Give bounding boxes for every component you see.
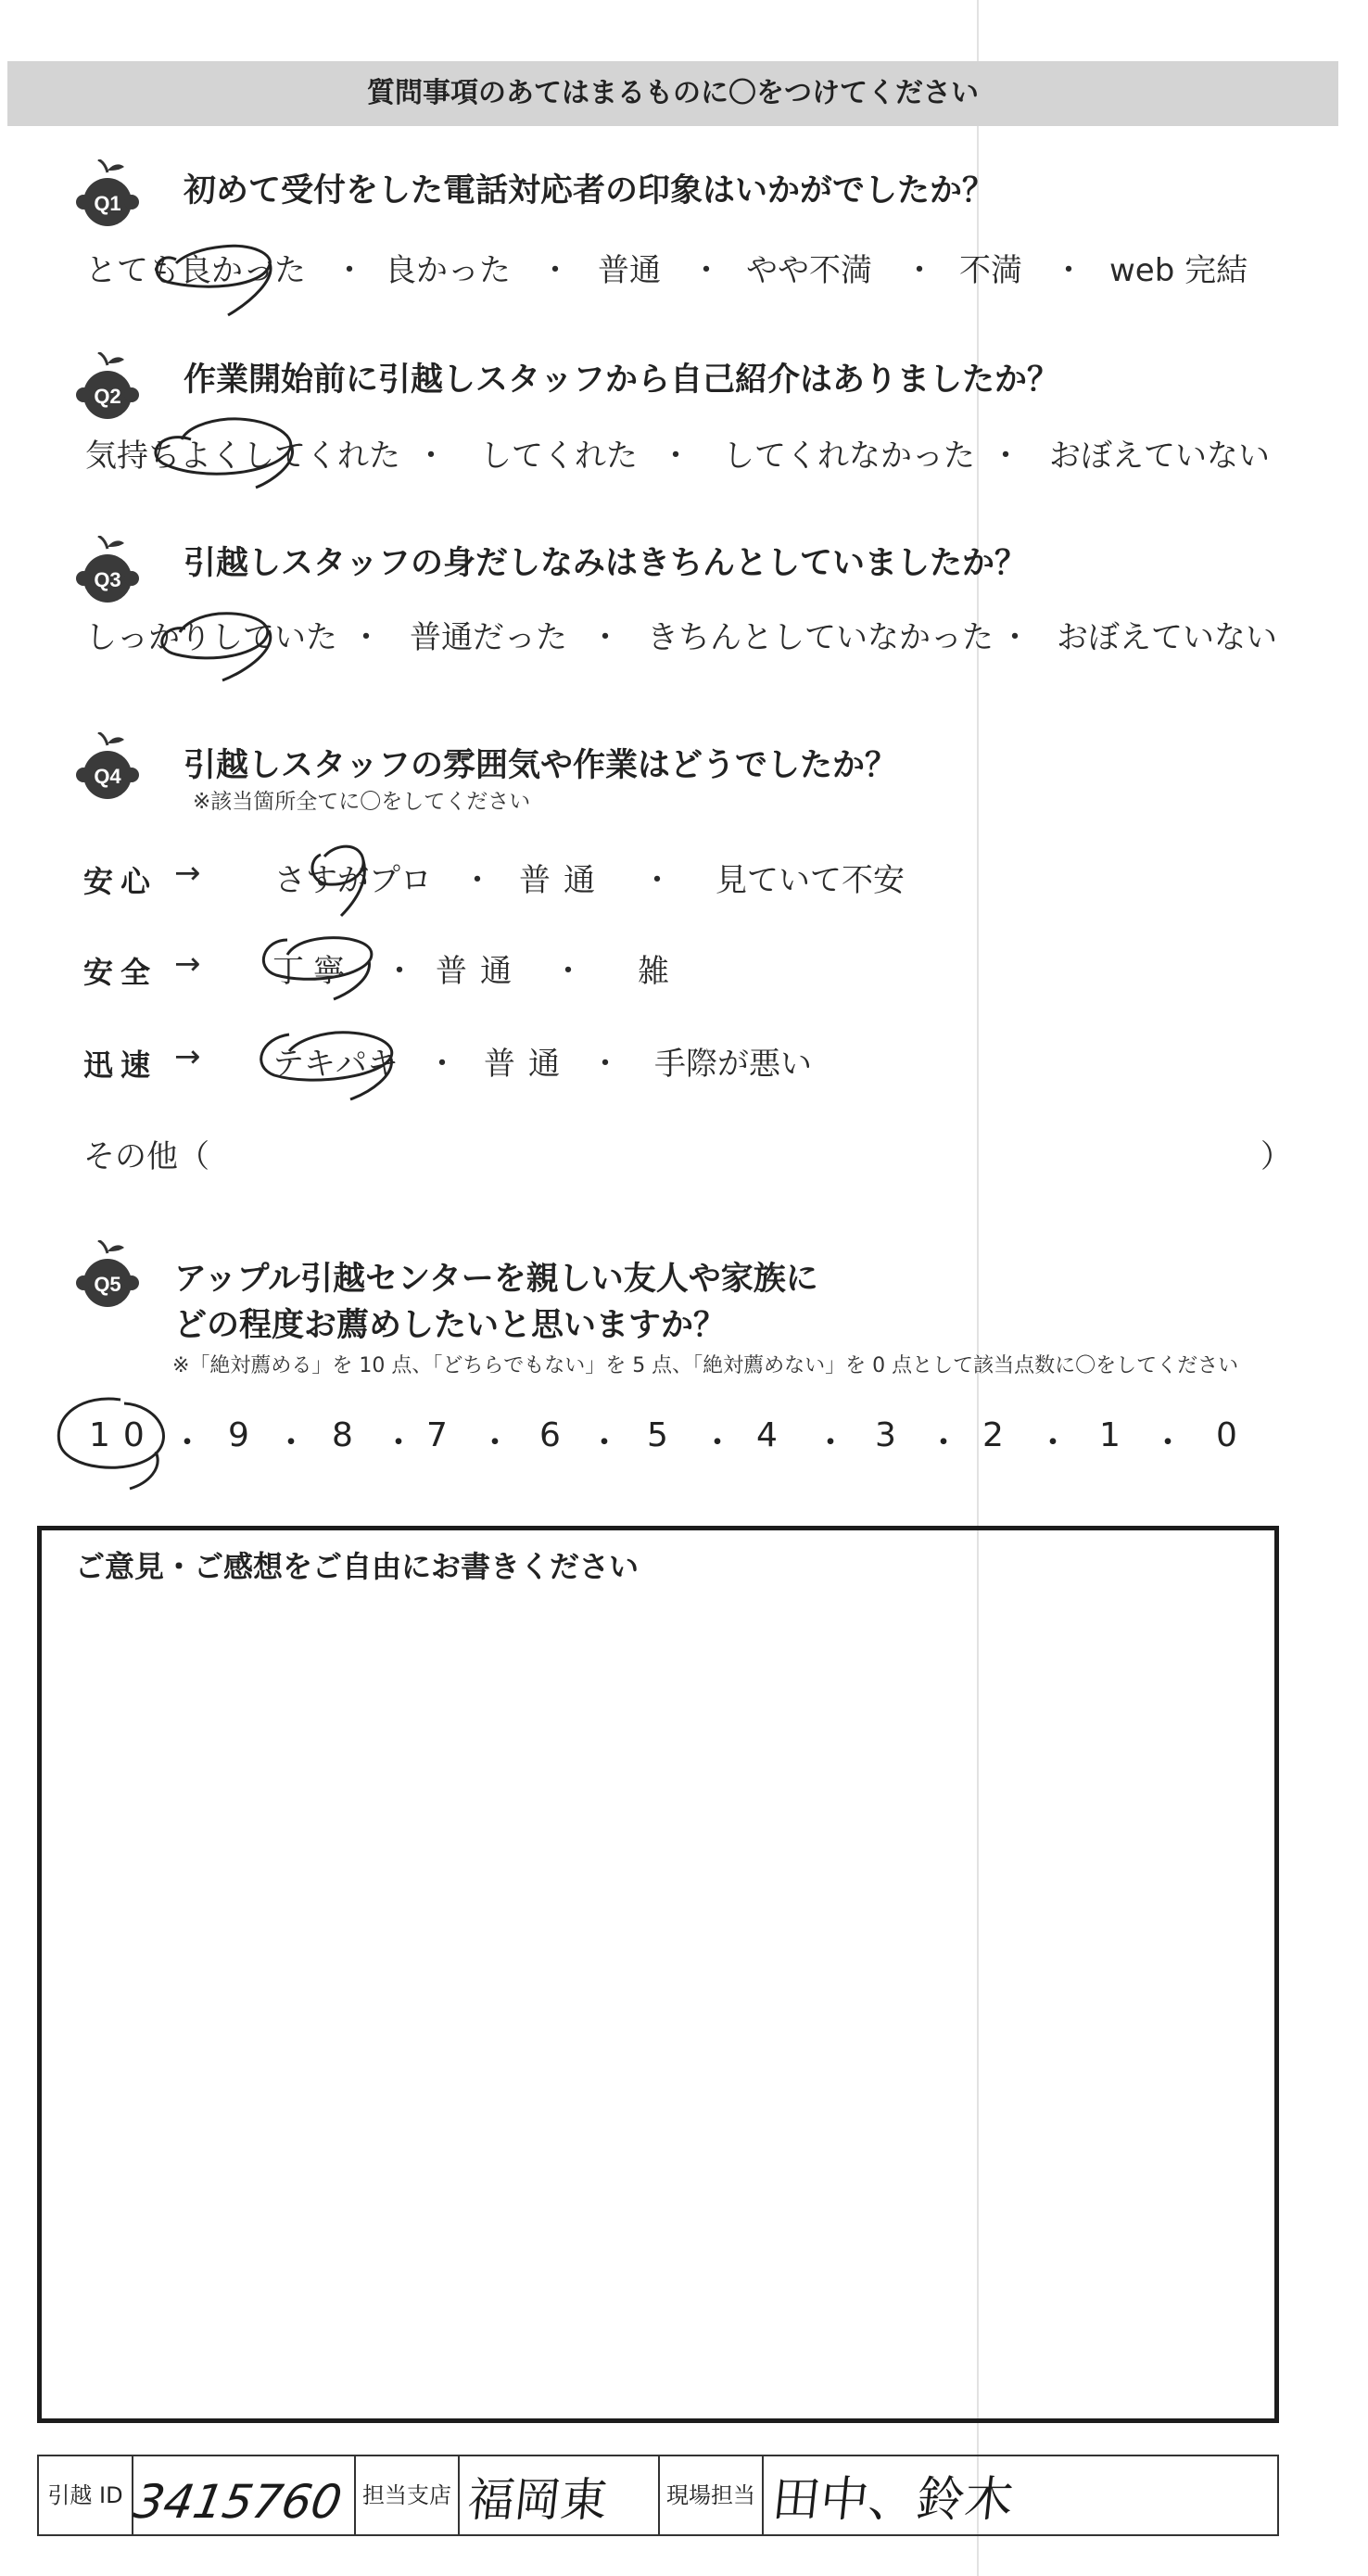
q1-option-good[interactable]: 良かった: [385, 252, 511, 289]
q1-option-web[interactable]: web 完結: [1109, 252, 1248, 289]
score-2[interactable]: 2: [982, 1416, 1004, 1454]
branch-value: [458, 2456, 658, 2534]
score-4[interactable]: 4: [756, 1416, 778, 1454]
score-separator-dot: ・: [274, 1424, 309, 1462]
q4-anzen-option-careful[interactable]: 丁寧: [272, 953, 354, 990]
score-separator-dot: ・: [171, 1424, 205, 1462]
q3-badge-label: Q3: [94, 568, 121, 591]
score-5[interactable]: 5: [647, 1416, 668, 1454]
branch-text: 福岡東: [465, 2472, 611, 2527]
separator-dot: ・: [589, 1046, 621, 1083]
score-separator-dot: ・: [701, 1424, 735, 1462]
staff-text: 田中、鈴木: [768, 2472, 1017, 2528]
separator-dot: ・: [462, 862, 493, 899]
score-separator-dot: ・: [1036, 1424, 1070, 1462]
score-10[interactable]: 10: [89, 1416, 158, 1454]
separator-dot: ・: [660, 438, 691, 475]
score-9[interactable]: 9: [228, 1416, 249, 1454]
score-0[interactable]: 0: [1216, 1416, 1237, 1454]
q4-anshin-option-normal[interactable]: 普通: [519, 862, 608, 899]
q1-badge-icon: [65, 159, 150, 226]
q4-jinsoku-option-clumsy[interactable]: 手際が悪い: [654, 1046, 812, 1083]
q4-row-label-anzen: 安全: [83, 955, 158, 990]
comment-box[interactable]: [37, 1526, 1279, 2423]
separator-dot: ・: [334, 252, 365, 289]
q4-title: 引越しスタッフの雰囲気や作業はどうでしたか？: [184, 747, 898, 784]
move-id-label: 引越 ID: [39, 2456, 133, 2534]
q1-title: 初めて受付をした電話対応者の印象はいかがでしたか？: [184, 172, 995, 209]
score-separator-dot: ・: [1151, 1424, 1185, 1462]
separator-dot: ・: [999, 619, 1031, 656]
separator-dot: ・: [589, 619, 621, 656]
q4-anshin-option-uneasy[interactable]: 見ていて不安: [716, 862, 905, 899]
staff-label: 現場担当: [660, 2456, 764, 2534]
branch-handwriting: [458, 2456, 658, 2534]
q1-option-very-good[interactable]: とても良かった: [85, 252, 306, 289]
q5-badge-icon: [65, 1240, 150, 1307]
q4-note: ※該当箇所全てに〇をしてください: [193, 790, 531, 814]
q4-jinsoku-option-brisk[interactable]: テキパキ: [272, 1046, 399, 1083]
q2-badge-label: Q2: [94, 385, 121, 408]
separator-dot: ・: [350, 619, 382, 656]
q2-option-dont-remember[interactable]: おぼえていない: [1049, 438, 1270, 475]
score-separator-dot: ・: [927, 1424, 961, 1462]
q2-option-did[interactable]: してくれた: [480, 438, 638, 475]
q2-badge-icon: [65, 352, 150, 419]
q1-badge-label: Q1: [94, 192, 121, 215]
move-id-value: [132, 2456, 354, 2534]
staff-value: [762, 2456, 1277, 2534]
q2-option-pleasant[interactable]: 気持ちよくしてくれた: [85, 438, 400, 475]
q2-title: 作業開始前に引越しスタッフから自己紹介はありましたか？: [184, 362, 1060, 399]
comment-text[interactable]: [75, 1595, 1241, 2391]
branch-label: 担当支店: [356, 2456, 460, 2534]
q1-option-normal[interactable]: 普通: [598, 252, 661, 289]
q3-option-dont-remember[interactable]: おぼえていない: [1057, 619, 1277, 656]
separator-dot: ・: [904, 252, 935, 289]
staff-handwriting: [762, 2456, 1277, 2534]
score-1[interactable]: 1: [1099, 1416, 1121, 1454]
score-7[interactable]: 7: [426, 1416, 448, 1454]
q4-anzen-option-normal[interactable]: 普通: [436, 953, 525, 990]
separator-dot: ・: [690, 252, 722, 289]
q3-badge-icon: [65, 536, 150, 603]
score-separator-dot: ・: [814, 1424, 848, 1462]
q4-other-close: ）: [1260, 1138, 1292, 1175]
arrow-icon: →: [174, 945, 201, 983]
q4-anshin-option-pro[interactable]: さすがプロ: [274, 862, 432, 899]
q4-badge-icon: [65, 732, 150, 799]
q4-other-input[interactable]: [222, 1131, 1242, 1172]
q3-option-neat[interactable]: しっかりしていた: [85, 619, 337, 656]
separator-dot: ・: [426, 1046, 458, 1083]
q5-badge-label: Q5: [94, 1273, 121, 1296]
q5-title-line2: どの程度お薦めしたいと思いますか？: [174, 1307, 727, 1344]
separator-dot: ・: [1053, 252, 1084, 289]
move-id-handwriting: [132, 2456, 354, 2534]
score-8[interactable]: 8: [332, 1416, 353, 1454]
score-6[interactable]: 6: [539, 1416, 561, 1454]
q4-anzen-option-sloppy[interactable]: 雑: [638, 953, 669, 990]
arrow-icon: →: [174, 855, 201, 892]
q5-note: ※「絶対薦める」を 10 点、「どちらでもない」を 5 点、「絶対薦めない」を 0 点として該当点数に〇をしてください: [172, 1354, 1239, 1377]
q4-row-label-jinsoku: 迅速: [83, 1047, 158, 1083]
score-separator-dot: ・: [588, 1424, 622, 1462]
q4-other-label: その他（: [83, 1138, 209, 1175]
separator-dot: ・: [384, 953, 415, 990]
q3-option-normal[interactable]: 普通だった: [410, 619, 567, 656]
arrow-icon: →: [174, 1038, 201, 1075]
score-separator-dot: ・: [478, 1424, 513, 1462]
score-3[interactable]: 3: [875, 1416, 896, 1454]
separator-dot: ・: [990, 438, 1021, 475]
q3-option-not-neat[interactable]: きちんとしていなかった: [647, 619, 994, 656]
q1-option-slightly-dissatisfied[interactable]: やや不満: [746, 252, 872, 289]
score-separator-dot: ・: [382, 1424, 416, 1462]
q4-jinsoku-option-normal[interactable]: 普通: [484, 1046, 573, 1083]
separator-dot: ・: [552, 953, 584, 990]
q4-badge-label: Q4: [94, 765, 121, 788]
q5-title-line1: アップル引越センターを親しい友人や家族に: [174, 1261, 818, 1298]
footer-table: [37, 2455, 1279, 2536]
instruction-header: 質問事項のあてはまるものに〇をつけてください: [7, 61, 1338, 126]
separator-dot: ・: [539, 252, 571, 289]
separator-dot: ・: [641, 862, 673, 899]
separator-dot: ・: [415, 438, 447, 475]
q2-option-did-not[interactable]: してくれなかった: [723, 438, 975, 475]
move-id-text: 3415760: [132, 2474, 347, 2529]
q1-option-dissatisfied[interactable]: 不満: [959, 252, 1022, 289]
q3-title: 引越しスタッフの身だしなみはきちんとしていましたか？: [184, 545, 1028, 582]
comment-title: ご意見・ご感想をご自由にお書きください: [75, 1549, 640, 1584]
q4-row-label-anshin: 安心: [83, 864, 158, 899]
